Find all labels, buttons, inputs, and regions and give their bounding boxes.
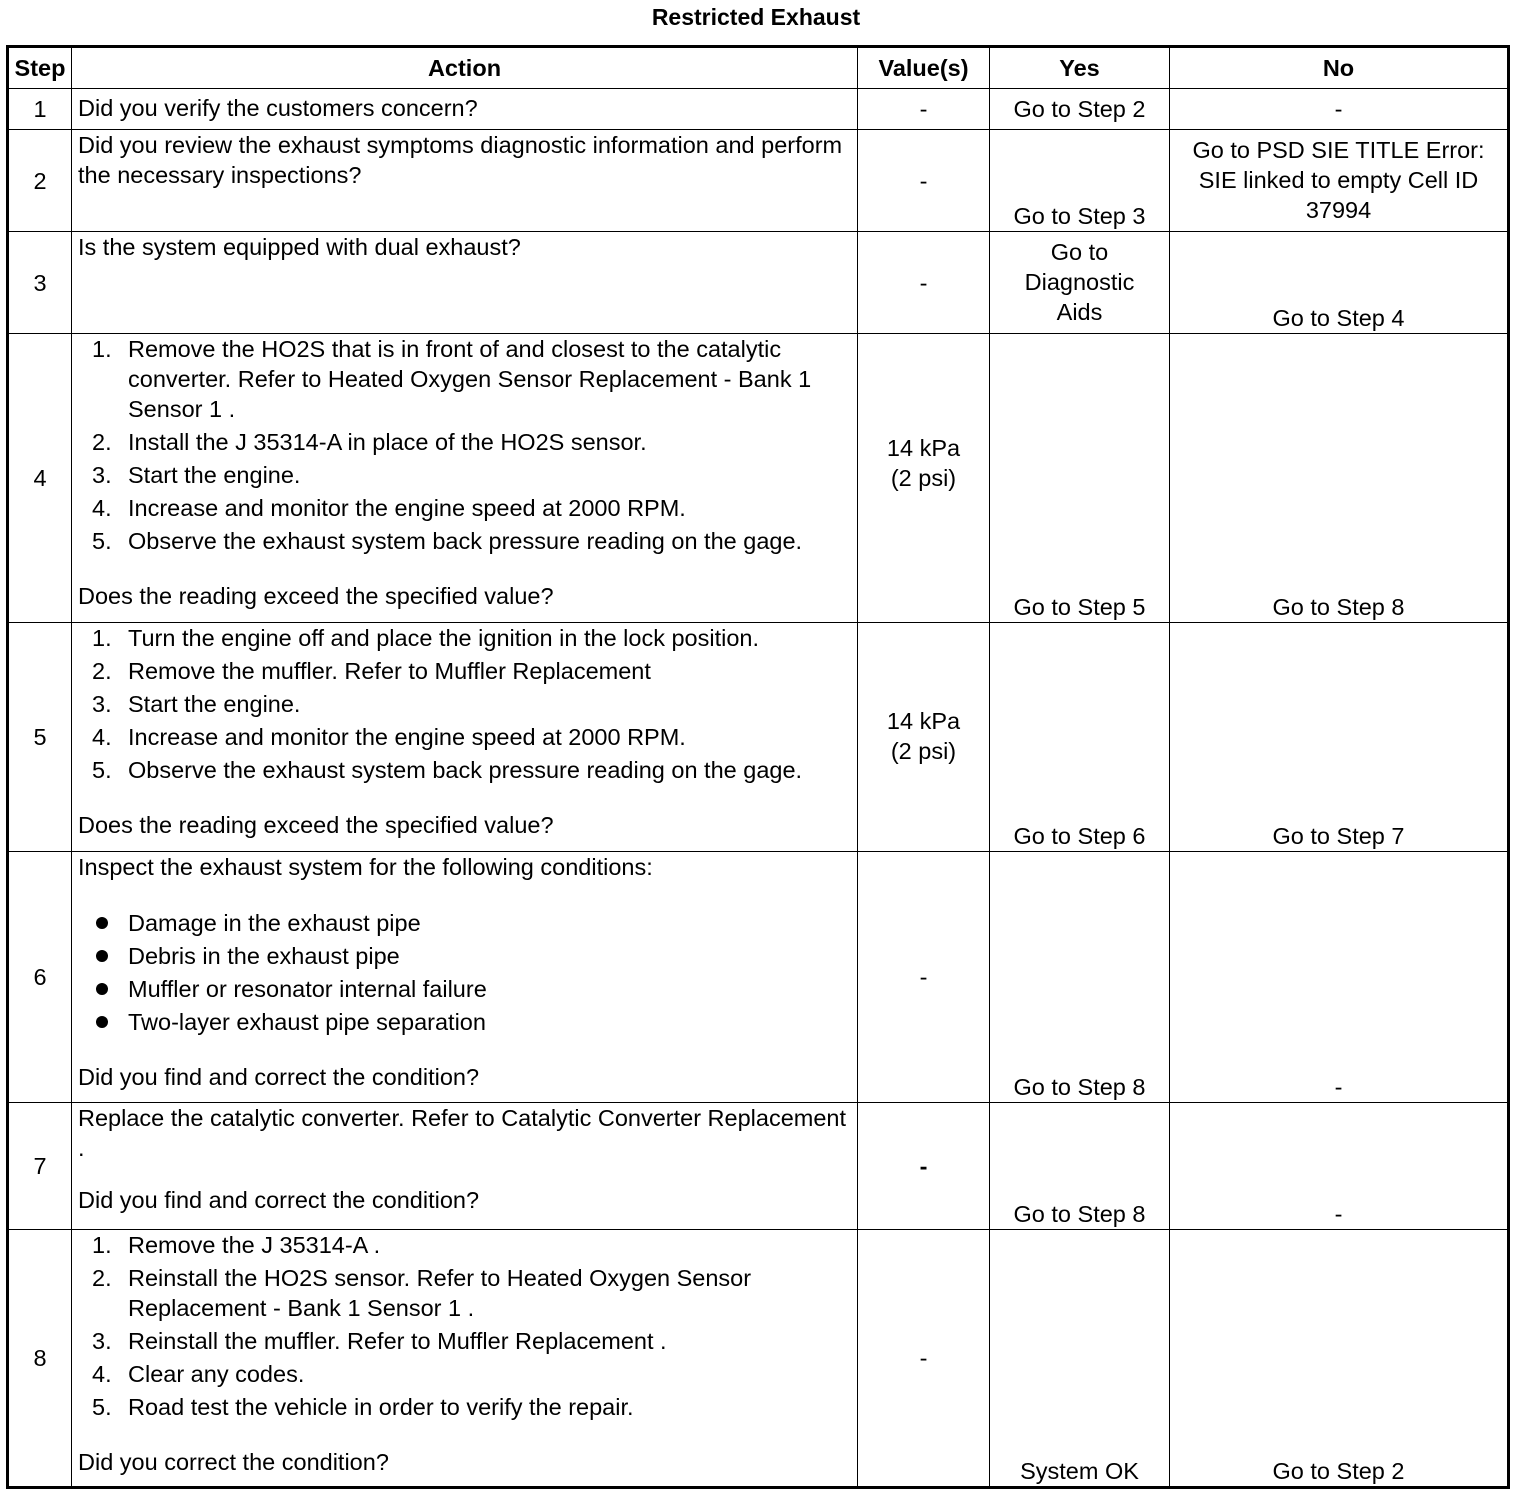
value-line: (2 psi) (890, 465, 957, 491)
list-item (78, 1392, 851, 1422)
list-item (78, 974, 851, 1004)
no-cell: Go to Step 8 (1170, 334, 1509, 623)
list-item-text: Remove the HO2S that is in front of and closest to the catalytic converter. Refer to Heated Oxygen Sensor Replacement - Bank 1 Sensor 1 . (128, 336, 812, 422)
header-action: Action (72, 47, 858, 89)
list-item-text: Clear any codes. (128, 1361, 305, 1387)
action-cell (72, 623, 858, 852)
page-title: Restricted Exhaust (651, 4, 861, 30)
step-number: 1 (8, 89, 72, 130)
list-item (78, 1230, 851, 1260)
value-cell: - (858, 1103, 990, 1230)
table-row (8, 623, 1509, 852)
bullet-icon (96, 1016, 108, 1028)
question-text: Did you correct the condition? (78, 1449, 389, 1475)
value-line: 14 kPa (886, 435, 961, 461)
no-cell: - (1170, 89, 1509, 130)
list-item-text: Observe the exhaust system back pressure reading on the gage. (128, 528, 803, 554)
step-number: 4 (8, 334, 72, 623)
question-text: Did you find and correct the condition? (78, 1064, 480, 1090)
list-item-text: Observe the exhaust system back pressure reading on the gage. (128, 757, 803, 783)
diagnostic-table (6, 45, 1510, 1489)
yes-cell: Go to Step 6 (990, 623, 1170, 852)
action-cell (72, 1103, 858, 1230)
list-number: 5. (92, 1394, 112, 1420)
question-text: Does the reading exceed the specified value? (78, 583, 554, 609)
value-cell: - (858, 232, 990, 334)
list-number: 4. (92, 1361, 112, 1387)
list-item (78, 1359, 851, 1389)
header-row (8, 47, 1509, 89)
list-item (78, 334, 851, 424)
question-text: Does the reading exceed the specified value? (78, 812, 554, 838)
procedure-list (78, 623, 851, 785)
list-item (78, 623, 851, 653)
list-number: 1. (92, 625, 112, 651)
value-line: (2 psi) (890, 738, 957, 764)
procedure-list (78, 1230, 851, 1422)
list-item (78, 526, 851, 556)
no-cell: Go to Step 2 (1170, 1230, 1509, 1488)
value-cell (858, 623, 990, 852)
list-item-text: Muffler or resonator internal failure (128, 976, 487, 1002)
list-number: 1. (92, 1232, 112, 1258)
list-item (78, 1263, 851, 1323)
action-cell (72, 852, 858, 1103)
bullet-icon (96, 983, 108, 995)
table-row (8, 852, 1509, 1103)
no-cell: Go to Step 7 (1170, 623, 1509, 852)
list-number: 1. (92, 336, 112, 362)
yes-cell: Go to Diagnostic Aids (990, 232, 1170, 334)
list-item-text: Remove the J 35314-A . (128, 1232, 381, 1258)
value-line: 14 kPa (886, 708, 961, 734)
list-number: 2. (92, 429, 112, 455)
list-item (78, 427, 851, 457)
action-cell (72, 1230, 858, 1488)
list-item-text: Install the J 35314-A in place of the HO2S sensor. (128, 429, 647, 455)
table-row (8, 130, 1509, 232)
list-number: 4. (92, 495, 112, 521)
list-item-text: Increase and monitor the engine speed at 2000 RPM. (128, 724, 686, 750)
list-item-text: Increase and monitor the engine speed at 2000 RPM. (128, 495, 686, 521)
bullet-icon (96, 950, 108, 962)
no-cell: Go to Step 4 (1170, 232, 1509, 334)
step-number: 8 (8, 1230, 72, 1488)
value-cell: - (858, 130, 990, 232)
no-cell: - (1170, 852, 1509, 1103)
step-number: 2 (8, 130, 72, 232)
list-number: 2. (92, 658, 112, 684)
procedure-list (78, 334, 851, 556)
list-number: 3. (92, 1328, 112, 1354)
list-item-text: Turn the engine off and place the ignition in the lock position. (128, 625, 760, 651)
action-text: Is the system equipped with dual exhaust? (72, 232, 858, 334)
list-item (78, 689, 851, 719)
question-text: Did you find and correct the condition? (78, 1187, 480, 1213)
action-text: Did you verify the customers concern? (72, 89, 858, 130)
table-row (8, 334, 1509, 623)
yes-cell: Go to Step 5 (990, 334, 1170, 623)
list-item-text: Road test the vehicle in order to verify the repair. (128, 1394, 634, 1420)
value-cell: - (858, 1230, 990, 1488)
list-number: 5. (92, 757, 112, 783)
list-number: 5. (92, 528, 112, 554)
header-step: Step (8, 47, 72, 89)
value-cell: - (858, 852, 990, 1103)
list-item (78, 493, 851, 523)
yes-cell: Go to Step 2 (990, 89, 1170, 130)
action-text: Replace the catalytic converter. Refer to Catalytic Converter Replacement . (78, 1105, 847, 1161)
list-item (78, 941, 851, 971)
list-item-text: Damage in the exhaust pipe (128, 910, 421, 936)
list-item (78, 1007, 851, 1037)
list-number: 2. (92, 1265, 112, 1291)
list-number: 3. (92, 462, 112, 488)
list-item (78, 722, 851, 752)
no-cell: - (1170, 1103, 1509, 1230)
list-item (78, 1326, 851, 1356)
list-number: 3. (92, 691, 112, 717)
value-cell: - (858, 89, 990, 130)
list-item-text: Two-layer exhaust pipe separation (128, 1009, 486, 1035)
list-item (78, 460, 851, 490)
table-row (8, 1103, 1509, 1230)
step-number: 6 (8, 852, 72, 1103)
header-yes: Yes (990, 47, 1170, 89)
yes-cell: Go to Step 3 (990, 130, 1170, 232)
list-item (78, 656, 851, 686)
list-item-text: Reinstall the muffler. Refer to Muffler Replacement . (128, 1328, 667, 1354)
list-item-text: Start the engine. (128, 462, 301, 488)
value-cell (858, 334, 990, 623)
yes-cell: System OK (990, 1230, 1170, 1488)
table-row (8, 89, 1509, 130)
list-item-text: Remove the muffler. Refer to Muffler Replacement (128, 658, 651, 684)
condition-list (78, 908, 851, 1037)
list-number: 4. (92, 724, 112, 750)
intro-text: Inspect the exhaust system for the following conditions: (78, 854, 653, 880)
bullet-icon (96, 917, 108, 929)
list-item-text: Debris in the exhaust pipe (128, 943, 400, 969)
table-row (8, 232, 1509, 334)
list-item (78, 755, 851, 785)
table-row (8, 1230, 1509, 1488)
yes-cell: Go to Step 8 (990, 852, 1170, 1103)
step-number: 3 (8, 232, 72, 334)
no-cell: Go to PSD SIE TITLE Error: SIE linked to empty Cell ID 37994 (1170, 130, 1509, 232)
action-text: Did you review the exhaust symptoms diagnostic information and perform the necessary inspections? (72, 130, 858, 232)
action-cell (72, 334, 858, 623)
list-item-text: Reinstall the HO2S sensor. Refer to Heated Oxygen Sensor Replacement - Bank 1 Sensor 1 . (128, 1265, 752, 1321)
header-no: No (1170, 47, 1509, 89)
list-item (78, 908, 851, 938)
list-item-text: Start the engine. (128, 691, 301, 717)
step-number: 7 (8, 1103, 72, 1230)
header-values: Value(s) (858, 47, 990, 89)
yes-cell: Go to Step 8 (990, 1103, 1170, 1230)
step-number: 5 (8, 623, 72, 852)
